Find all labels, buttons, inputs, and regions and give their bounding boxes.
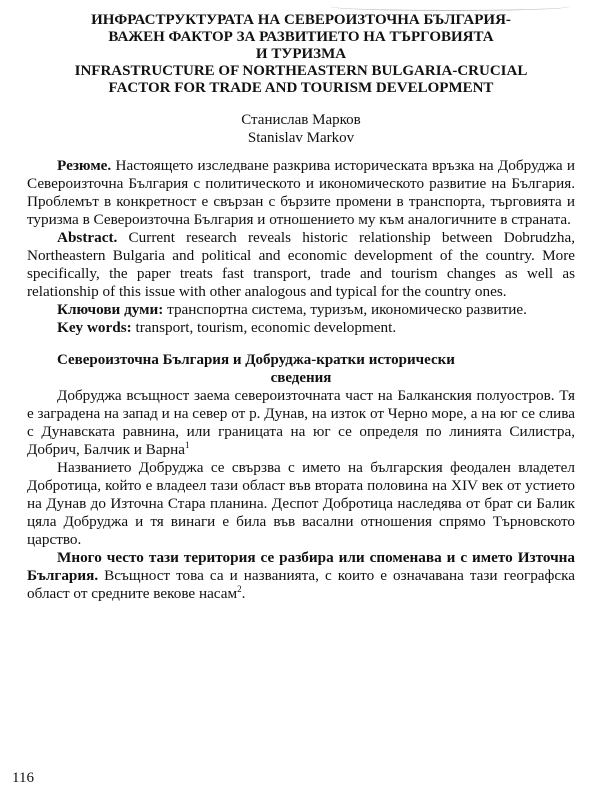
keywords-bg-paragraph — [27, 301, 575, 319]
para3-text: Всъщност това са и названията, с които е означавана тази географска област от средните векове насам — [27, 567, 575, 602]
footnote-ref-2: 2 — [237, 583, 242, 594]
keywords-bg-label: Ключови думи: — [57, 301, 164, 318]
section-heading-line-2: сведения — [270, 370, 332, 386]
section-body — [27, 387, 575, 603]
keywords-en-text: transport, tourism, economic development. — [135, 319, 397, 336]
section-paragraph-3 — [27, 549, 575, 603]
section-heading-line-1: Североизточна България и Добруджа-кратки исторически — [57, 352, 455, 368]
abstract-paragraph — [27, 229, 575, 301]
author-bg: Станислав Марков — [241, 112, 361, 128]
abstract-label: Abstract. — [57, 229, 118, 246]
author-en: Stanislav Markov — [247, 130, 355, 146]
title-bg-line-3: И ТУРИЗМА — [255, 46, 347, 62]
resume-text: Настоящето изследване разкрива историческата връзка на Добруджа и Североизточна България с политическото и икономическото развитие на България. Проблемът в конкретност е свързан с бързите промени в транспорта, търговията и туризма в Североизточна България и отношението му към аналогичните в страната. — [27, 157, 576, 228]
para1-text: Добруджа всъщност заема североизточната част на Балканския полуостров. Тя е заградена на запад и на север от р. Дунав, на изток от Черно море, а на юг се слива с Дунавската равнина, или границата на юг се определя по линията Силистра, Добрич, Балчик и Варна — [27, 387, 575, 458]
keywords-bg-text: транспортна система, туризъм, икономическо развитие. — [167, 301, 527, 318]
resume-label: Резюме. — [57, 157, 112, 174]
para2-text: Названието Добруджа се свързва с името на българския феодален владетел Добротица, който е владеел тази област във втората половина на XIV век от устието на Дунав до Източна Стара планина. Деспот Добротица наследява от брат си Балик цяла Добруджа и тя винаги е била във васални отношения спрямо Търновското царство. — [27, 459, 575, 548]
scan-artifact — [330, 2, 570, 11]
section-paragraph-2 — [27, 459, 575, 549]
title-en-line-1: INFRASTRUCTURE OF NORTHEASTERN BULGARIA-CRUCIAL — [74, 63, 528, 79]
para3-end: . — [241, 585, 246, 602]
page-number: 116 — [12, 770, 34, 786]
para3-bold-text: Много често тази територия се разбира или споменава и с името Източна България. — [27, 549, 575, 584]
authors — [27, 111, 575, 147]
title-en-line-2: FACTOR FOR TRADE AND TOURISM DEVELOPMENT — [108, 80, 494, 96]
footnote-ref-1: 1 — [185, 439, 190, 450]
section-heading — [27, 351, 575, 387]
resume-paragraph — [27, 157, 575, 229]
keywords-en-paragraph — [27, 319, 575, 337]
keywords-en-label: Key words: — [57, 319, 132, 336]
abstract-text: Current research reveals historic relationship between Dobrudzha, Northeastern Bulgaria and political and economic development of the country. More specifically, the paper treats fast transport, trade and tourism changes as well as relationship of this issue with other analogous and typical for the country ones. — [27, 229, 576, 300]
abstract-block — [27, 157, 575, 337]
paper-page — [27, 12, 575, 603]
title-bg-line-1: ИНФРАСТРУКТУРАТА НА СЕВЕРОИЗТОЧНА БЪЛГАРИЯ- — [91, 12, 511, 28]
title-bg-line-2: ВАЖЕН ФАКТОР ЗА РАЗВИТИЕТО НА ТЪРГОВИЯТА — [108, 29, 494, 45]
section-paragraph-1 — [27, 387, 575, 459]
paper-title — [27, 12, 575, 97]
